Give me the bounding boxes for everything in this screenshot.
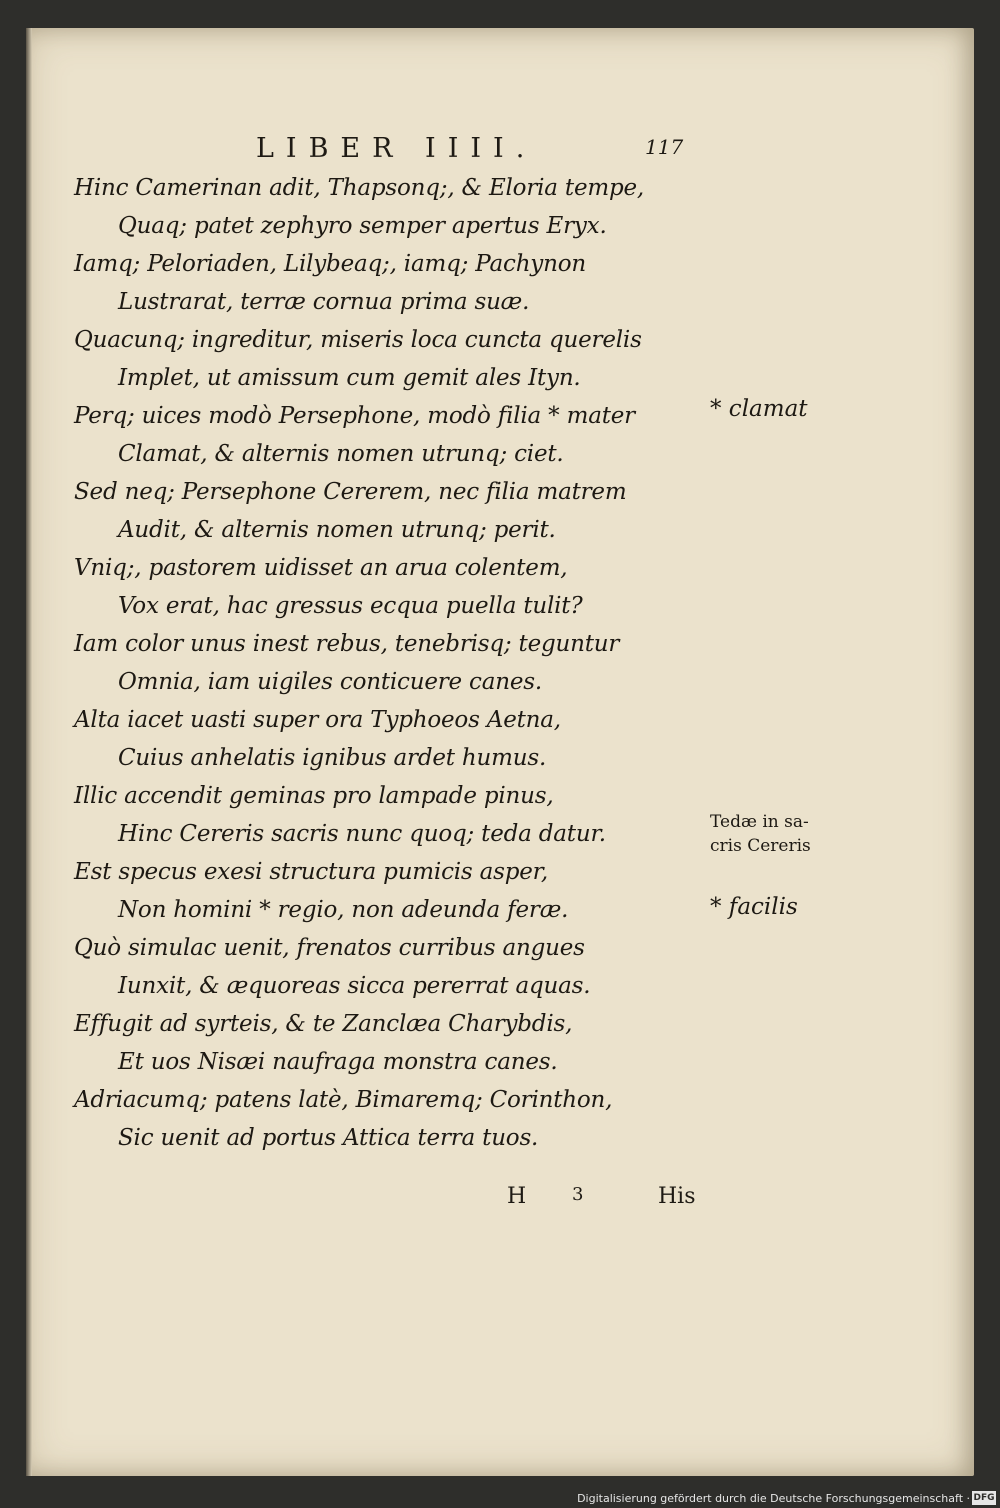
verse-line: Sic uenit ad portus Attica terra tuos. bbox=[118, 1125, 539, 1151]
verse-line: Adriacumq; patens latè, Bimaremq; Corinthon, bbox=[74, 1087, 613, 1113]
verse-line: Hinc Cereris sacris nunc quoq; teda datur. bbox=[118, 821, 606, 847]
verse-line: Et uos Nisæi naufraga monstra canes. bbox=[118, 1049, 558, 1075]
page-gutter bbox=[26, 28, 32, 1476]
verse-line: Iunxit, & æquoreas sicca pererrat aquas. bbox=[118, 973, 591, 999]
digitization-footer bbox=[0, 1486, 1000, 1508]
verse-line: Perq; uices modò Persephone, modò filia * mater bbox=[74, 403, 635, 429]
verse-line: Iamq; Peloriaden, Lilybeaq;, iamq; Pachynon bbox=[74, 251, 586, 277]
running-head: LIBER IIII. bbox=[256, 133, 537, 164]
verse-line: Est specus exesi structura pumicis asper, bbox=[74, 859, 549, 885]
verse-line: Quacunq; ingreditur, miseris loca cuncta querelis bbox=[74, 327, 642, 353]
signature-mark: H bbox=[507, 1184, 527, 1209]
margin-note-tedae-line: Tedæ in sa- bbox=[710, 812, 809, 832]
margin-note-tedae-line: cris Cereris bbox=[710, 836, 811, 856]
verse-line: Non homini * regio, non adeunda feræ. bbox=[118, 897, 569, 923]
dfg-logo: DFG bbox=[973, 1493, 995, 1503]
verse-line: Quò simulac uenit, frenatos curribus angues bbox=[74, 935, 585, 961]
verse-line: Iam color unus inest rebus, tenebrisq; teguntur bbox=[74, 631, 620, 657]
verse-line: Implet, ut amissum cum gemit ales Ityn. bbox=[118, 365, 581, 391]
signature-number: 3 bbox=[572, 1184, 584, 1205]
verse-line: Hinc Camerinan adit, Thapsonq;, & Eloria tempe, bbox=[74, 175, 645, 201]
verse-line: Alta iacet uasti super ora Typhoeos Aetna, bbox=[74, 707, 561, 733]
funding-credit: Digitalisierung gefördert durch die Deutsche Forschungsgemeinschaft · bbox=[577, 1492, 970, 1505]
verse-line: Illic accendit geminas pro lampade pinus, bbox=[74, 783, 554, 809]
margin-note-facilis: * facilis bbox=[710, 894, 798, 920]
verse-line: Vniq;, pastorem uidisset an arua colentem, bbox=[74, 555, 568, 581]
verse-line: Effugit ad syrteis, & te Zanclæa Charybdis, bbox=[74, 1011, 573, 1037]
margin-note-tedae bbox=[710, 810, 811, 858]
verse-line: Clamat, & alternis nomen utrunq; ciet. bbox=[118, 441, 564, 467]
verse-line: Audit, & alternis nomen utrunq; perit. bbox=[118, 517, 556, 543]
verse-line: Lustrarat, terræ cornua prima suæ. bbox=[118, 289, 530, 315]
verse-line: Omnia, iam uigiles conticuere canes. bbox=[118, 669, 542, 695]
catchword: His bbox=[658, 1184, 696, 1209]
book-page bbox=[26, 28, 974, 1476]
margin-note-clamat: * clamat bbox=[710, 396, 808, 422]
verse-line: Vox erat, hac gressus ecqua puella tulit? bbox=[118, 593, 583, 619]
page-header bbox=[26, 129, 974, 169]
verse-line: Sed neq; Persephone Cererem, nec filia matrem bbox=[74, 479, 627, 505]
verse-line: Cuius anhelatis ignibus ardet humus. bbox=[118, 745, 547, 771]
page-number: 117 bbox=[645, 135, 684, 159]
verse-line: Quaq; patet zephyro semper apertus Eryx. bbox=[118, 213, 607, 239]
